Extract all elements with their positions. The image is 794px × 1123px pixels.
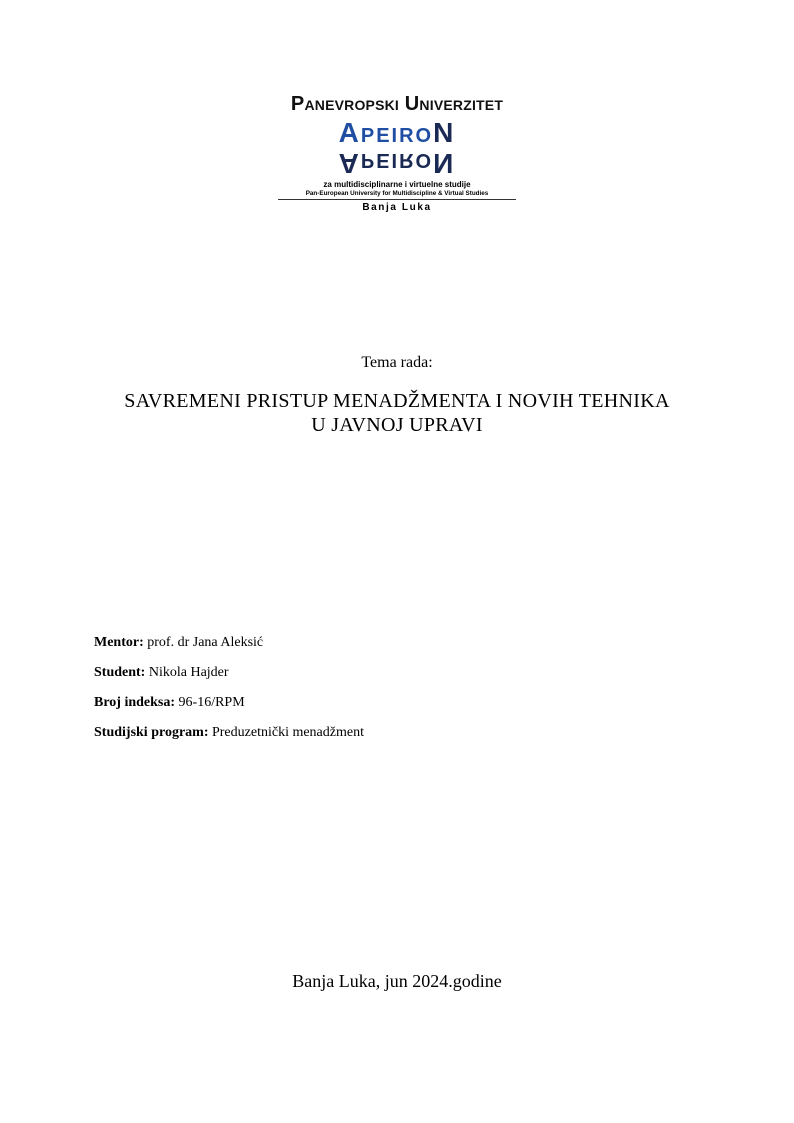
logo-apeiron-wordmark (262, 118, 532, 148)
logo-divider (278, 199, 516, 200)
logo-university-name: Panevropski Univerzitet (290, 93, 504, 115)
thesis-title (60, 389, 734, 437)
info-index (94, 694, 694, 712)
info-mentor-value: prof. dr Jana Aleksić (147, 635, 264, 650)
logo-mirror-part2: N (433, 148, 456, 179)
info-student-label: Student: (94, 665, 146, 680)
info-mentor-label: Mentor: (94, 635, 144, 650)
info-student (94, 664, 694, 682)
info-program-value: Preduzetnički menadžment (211, 725, 364, 740)
thesis-title-line-1: SAVREMENI PRISTUP MENADŽMENTA I NOVIH TEHNIKA (124, 390, 670, 412)
logo-mirror-part1: Apeiro (338, 148, 434, 179)
logo-tagline-local: za multidisciplinarne i virtuelne studije (323, 180, 471, 189)
thesis-title-line-2: U JAVNOJ UPRAVI (311, 414, 483, 436)
place-and-date: Banja Luka, jun 2024.godine (292, 971, 502, 991)
info-student-value: Nikola Hajder (148, 665, 229, 680)
info-mentor (94, 634, 694, 652)
logo-apeiron-reflection (262, 148, 532, 178)
logo-city: Banja Luka (362, 202, 432, 213)
logo-apeiron-part1: Apeiro (338, 117, 434, 148)
info-index-value: 96-16/RPM (178, 695, 245, 710)
info-program-label: Studijski program: (94, 725, 209, 740)
topic-label: Tema rada: (361, 354, 433, 371)
info-program (94, 724, 694, 742)
logo-tagline-english: Pan-European University for Multidiscipline & Virtual Studies (305, 190, 489, 197)
thesis-info (94, 634, 694, 754)
logo-apeiron-part2: N (433, 117, 456, 148)
info-index-label: Broj indeksa: (94, 695, 176, 710)
university-logo (262, 92, 532, 220)
